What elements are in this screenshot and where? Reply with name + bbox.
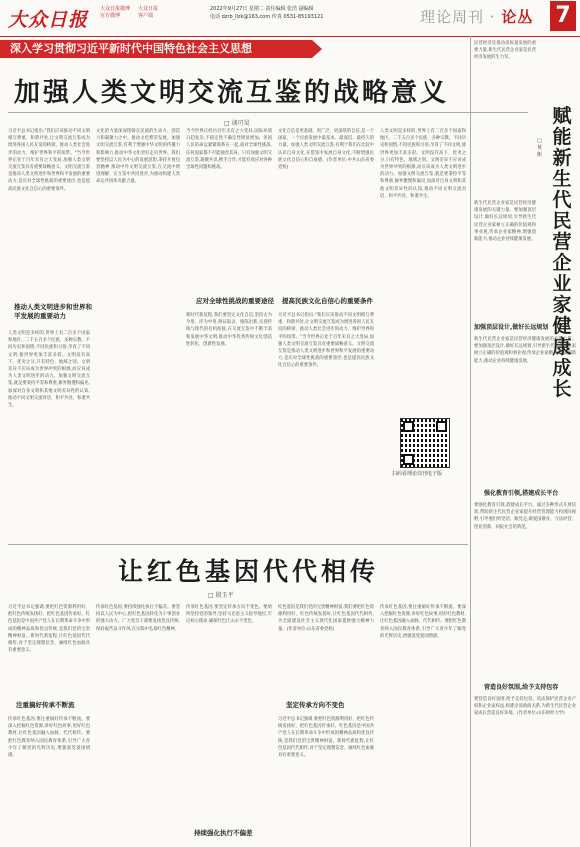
- article1-subhead: 应对全球性挑战的重要途径: [196, 297, 274, 305]
- article2-subhead: 持续强化执行不偏差: [194, 829, 253, 837]
- article1-column: 人类文明是多样的,世界上有二百多个国家和地区、二千五百多个民族、多种宗教。不同历史和国情,不同民族和习俗,孕育了不同文明,使世界更加丰富多彩。文明没有高下、优劣之分,只有特色、地域之别。文明差异不应该成为世界冲突的根源,而应该成为人类文明进步的动力。加强文明交流互鉴,就是要秉持平等和尊重,摒弃傲慢和偏见,加深对自身文明和其他文明差异性的认知,推动不同文明交流对话、和平共处、和谐共生。: [8, 331, 90, 409]
- section-title-main: 理论周刊 ·: [420, 8, 502, 26]
- article1-subhead: 推动人类文明进步和世界和平发展的重要动力: [14, 303, 92, 320]
- article2-column: 习近平总书记强调,要把红色资源利用好、把红色传统发扬好、把红色基因传承好。红色基因是中国共产党人在长期革命斗争中形成的精神品质和优良传统,是我们党的宝贵精神财富。新时代新征程,让红色基因代代相传,对于坚定理想信念、赓续红色血脉具有重要意义。: [8, 605, 90, 654]
- article3-headline: 赋能新生代民营企业家健康成长: [552, 105, 572, 400]
- article2-headline: 让红色基因代代相传: [118, 557, 380, 586]
- article3-column: 新生代民营企业家是民营经济健康发展的关键力量。要加强顶层设计,做好长远规划,引导新生代民营企业家树立正确的价值观和事业观,传承企业家精神,增强创新能力,推动企业持续健康发展。: [474, 201, 536, 243]
- article1-column: 文化自信是更基础、更广泛、更深厚的自信,是一个国家、一个民族发展中最基本、最深沉、最持久的力量。加强人类文明交流互鉴,有利于我们在比较中认识自身文化,在借鉴中发展自身文化,不断增强民族文化自信心和自豪感。(作者单位:中共山东省委党校): [278, 129, 374, 171]
- article2-column: 传承红色基因,要持续强化执行不偏差。要坚持以人民为中心,把红色基因转化为干事创业的强大动力。广大党员干部要发扬优良传统,保持艰苦奋斗作风,在实践中弘扬红色精神。: [96, 605, 180, 632]
- article3-subhead: 营造良好氛围,给予支持包容: [484, 684, 559, 691]
- article1-byline: □ 谈可昊: [224, 120, 250, 127]
- page-number: 7: [550, 1, 576, 31]
- newspaper-logo: 大众日报: [8, 9, 89, 31]
- article3-byline: □ 黄彬: [537, 138, 543, 158]
- article1-column: 习近平总书记指出:"我们应该推动不同文明相互尊重、和谐共处,让文明交流互鉴成为增进各国人民友谊的桥梁、推动人类社会进步的动力、维护世界和平的纽带。"当今世界正处于百年未有之大变局,加强人类文明交流互鉴具有重要战略意义。文明交流互鉴是推动人类文明进步和世界和平发展的重要动力,是应对全球性挑战的重要途径,也是提高民族文化自信心的重要条件。: [278, 313, 374, 369]
- masthead: [0, 0, 580, 37]
- article2-byline: □ 殷玉平: [208, 592, 234, 599]
- qr-finder: [436, 421, 447, 432]
- article2-column: 传承红色基因,要注重搞好传承不断流。要深入挖掘红色资源,讲好红色故事,用好红色教材,让红色基因融入血脉、代代相传。要把红色教育纳入国民教育体系,引导广大青少年了解党的光辉历史,增强爱党爱国情感。: [8, 717, 90, 759]
- article2-subhead: 坚定传承方向不变色: [286, 701, 345, 709]
- article1-column: 新时代新征程,我们要坚定文化自信,坚持古为今用、洋为中用,辩证取舍、推陈出新,实现传统与现代的有机衔接,在交流互鉴中不断丰富和发展中华文明,推动中华优秀传统文化创造性转化、创新性发展。: [186, 313, 272, 347]
- section-title-bold: 论丛: [501, 8, 534, 26]
- app-label: 大众日报 客户端: [138, 6, 159, 19]
- article3-column: 要营造良好氛围,给予支持包容。依法保护民营企业产权和企业家权益,构建亲清政商关系,为新生代民营企业家成长营造良好环境。(作者单位:山东财经大学): [474, 697, 576, 717]
- article2-column: 传承红色基因,要坚定传承方向不变色。要始终坚持党的领导,坚持马克思主义指导地位,牢记初心使命,确保红色江山永不变色。: [186, 605, 272, 625]
- article3-subhead: 加强顶层设计,做好长远规划: [474, 324, 549, 331]
- article1-subhead: 提高民族文化自信心的重要条件: [282, 297, 373, 305]
- article2-column: 红色基因是我们党的宝贵精神财富,我们要把红色资源利用好、红色传统发扬好,让红色基因代代相传,为全面建设社会主义现代化国家提供强大精神力量。(作者单位:山东省委党校): [278, 605, 374, 632]
- section-title: [420, 6, 533, 27]
- article1-column: 文化的力量深深熔铸在民族的生命力、创造力和凝聚力之中。推动文化繁荣发展、加强文明交流互鉴,有利于增强中华文明的传播力和影响力,推动中华文化更好走向世界。我们要坚持以人民为中心的发展思想,秉持开放包容精神,推动中外文明交流互鉴,在交流中增进理解、在互鉴中共同进步,为推动构建人类命运共同体贡献力量。: [96, 129, 180, 185]
- article3-column: 新生代民营企业家是民营经济健康发展的关键力量。要加强顶层设计,做好长远规划,引导新生代民营企业家树立正确的价值观和事业观,传承企业家精神,增强创新能力,推动企业持续健康发展。: [474, 337, 576, 364]
- article3-column: 要强化教育引领,搭建成长平台。通过多种形式开展培训,帮助新生代民营企业家提升经营管理能力和国际视野,引导他们听党话、跟党走,做爱国敬业、守法经营、创业创新、回报社会的典范。: [474, 503, 576, 530]
- weibo-label: 大众日报微博 官方微博: [100, 6, 131, 19]
- qr-finder: [403, 454, 414, 465]
- article1-column: 当今世界正经历百年未有之大变局,国际环境日趋复杂,不稳定性不确定性明显增加。各国人民的命运紧紧联系在一起,面对全球性挑战,任何国家都不可能独善其身。只有加强文明交流互鉴,凝聚共识,携手合作,才能有效应对各种全球性问题和挑战。: [186, 129, 272, 171]
- article2-column: 传承红色基因,要注重搞好传承不断流。要深入挖掘红色资源,讲好红色故事,用好红色教材,让红色基因融入血脉、代代相传。要把红色教育纳入国民教育体系,引导广大青少年了解党的光辉历史,增强爱党爱国情感。: [380, 605, 466, 639]
- article3-intro: 民营经济是推动高质量发展的重要力量,新生代民营企业家是民营经济发展的生力军。: [474, 41, 536, 61]
- article2-subhead: 注重搞好传承不断流: [16, 701, 75, 709]
- divider: [8, 112, 528, 113]
- issue-info: [210, 5, 323, 21]
- article1-column: 习近平总书记指出:"我们应该推动不同文明相互尊重、和谐共处,让文明交流互鉴成为增进各国人民友谊的桥梁、推动人类社会进步的动力、维护世界和平的纽带。"当今世界正处于百年未有之大变局,加强人类文明交流互鉴具有重要战略意义。文明交流互鉴是推动人类文明进步和世界和平发展的重要动力,是应对全球性挑战的重要途径,也是提高民族文化自信心的重要条件。: [8, 129, 90, 192]
- article1-headline: 加强人类文明交流互鉴的战略意义: [14, 78, 450, 108]
- qr-finder: [403, 421, 414, 432]
- divider: [470, 36, 471, 847]
- issue-contact: 电话 dzrb_llzk@163.com 传真 0531-85193121: [210, 14, 324, 20]
- qr-caption: 扫码看理论周刊电子版: [392, 471, 443, 477]
- qr-code[interactable]: [400, 418, 450, 468]
- article1-column: 人类文明是多样的,世界上有二百多个国家和地区、二千五百多个民族、多种宗教。不同历史和国情,不同民族和习俗,孕育了不同文明,使世界更加丰富多彩。文明没有高下、优劣之分,只有特色、地域之别。文明差异不应该成为世界冲突的根源,而应该成为人类文明进步的动力。加强文明交流互鉴,就是要秉持平等和尊重,摒弃傲慢和偏见,加深对自身文明和其他文明差异性的认知,推动不同文明交流对话、和平共处、和谐共生。: [380, 129, 466, 199]
- issue-date-editor: 2022年9月27日 星期二 责任编辑 张浩 副编辑: [210, 6, 314, 12]
- divider: [8, 544, 468, 545]
- article2-column: 习近平总书记强调,要把红色资源利用好、把红色传统发扬好、把红色基因传承好。红色基因是中国共产党人在长期革命斗争中形成的精神品质和优良传统,是我们党的宝贵精神财富。新时代新征程,让红色基因代代相传,对于坚定理想信念、赓续红色血脉具有重要意义。: [278, 717, 374, 759]
- article3-subhead: 强化教育引领,搭建成长平台: [484, 490, 559, 497]
- theme-banner: 深入学习贯彻习近平新时代中国特色社会主义思想: [0, 40, 312, 58]
